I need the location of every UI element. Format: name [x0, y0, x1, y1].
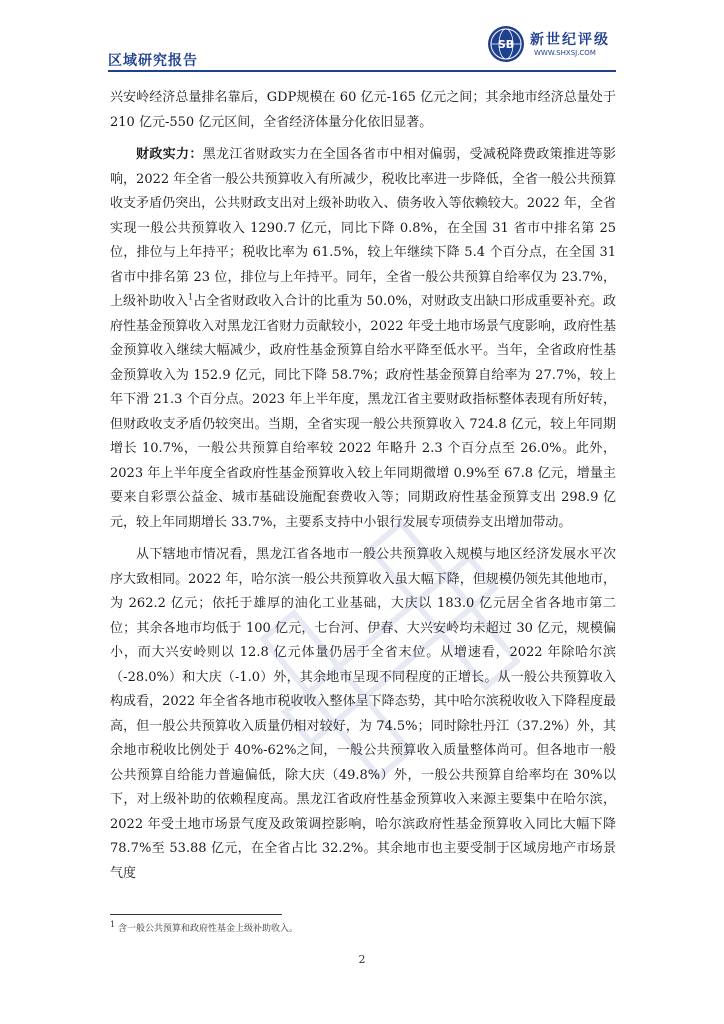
footnote: [110, 921, 298, 934]
page-header: [0, 0, 724, 78]
brand-name: 新世纪评级: [530, 32, 610, 48]
brand-website: WWW.SHXSJ.COM: [534, 49, 596, 57]
footnote-reference[interactable]: 1: [188, 292, 194, 302]
footnote-text: 含一般公共预算和政府性基金上级补助收入。: [117, 924, 298, 934]
page-number: 2: [358, 953, 366, 966]
fiscal-text-part1: 黑龙江省财政实力在全国各省市中相对偏弱，受减税降费政策推进等影响，2022 年全省一般公共预算收入有所减少，税收比率进一步降低，全省一般公共预算收支矛盾仍突出，公共财政支出对上级补助收入、债务收入等依赖较大。2022 年，全省实现一般公共预算收入 1290.7 亿元，同比下降 0.8%，在全国 31 省市中排名第 25 位，排位与上年持平；税收比率为 61.5%，较上年继续下降 5.4 个百分点，在全国 31 省市中排名第 23 位，排位与上年持平。同年，全省一般公共预算自给率仅为 23.7%，上级补助收入: [110, 147, 616, 309]
report-body: [110, 86, 616, 886]
svg-text:SB: SB: [497, 38, 515, 51]
paragraph-fiscal-strength: [110, 143, 616, 535]
fiscal-text-part2: 占全省财政收入合计的比重为 50.0%，对财政支出缺口形成重要补充。政府性基金预算收入对黑龙江省财力贡献较小，2022 年受土地市场景气度影响，政府性基金预算收入继续大幅减少，政府性基金预算自给水平降至低水平。当年，全省政府性基金预算收入为 152.9 亿元，同比下降 58.7%；政府性基金预算自给率为 27.7%，较上年下滑 21.3 个百分点。2023 年上半年度，黑龙江省主要财政指标整体表现有所好转，但财政收支矛盾仍较突出。当期，全省实现一般公共预算收入 724.8 亿元，较上年同期增长 10.7%，一般公共预算自给率较 2022 年略升 2.3 个百分点至 26.0%。此外，2023 年上半年度全省政府性基金预算收入较上年同期微增 0.9%至 67.8 亿元，增量主要来自彩票公益金、城市基础设施配套费收入等；同期政府性基金预算支出 298.9 亿元，较上年同期增长 33.7%，主要系支持中小银行发展专项债券支出增加带动。: [110, 294, 616, 530]
brand-logo: [486, 24, 618, 68]
paragraph-prefecture-analysis: 从下辖地市情况看，黑龙江省各地市一般公共预算收入规模与地区经济发展水平次序大致相同。2022 年，哈尔滨一般公共预算收入虽大幅下降，但规模仍领先其他地市，为 262.2 亿元；依托于雄厚的油化工业基础，大庆以 183.0 亿元居全省各地市第二位；其余各地市均低于 100 亿元，七台河、伊春、大兴安岭均未超过 30 亿元，规模偏小，而大兴安岭则以 12.8 亿元体量仍居于全省末位。从增速看，2022 年除哈尔滨（-28.0%）和大庆（-1.0）外，其余地市呈现不同程度的正增长。从一般公共预算收入构成看，2022 年全省各地市税收收入整体呈下降态势，其中哈尔滨税收收入下降程度最高，但一般公共预算收入质量仍相对较好，为 74.5%；同时除牡丹江（37.2%）外，其余地市税收比例处于 40%-62%之间，一般公共预算收入质量整体尚可。但各地市一般公共预算自给能力普遍偏低，除大庆（49.8%）外，一般公共预算自给率均在 30%以下，对上级补助的依赖程度高。黑龙江省政府性基金预算收入来源主要集中在哈尔滨，2022 年受土地市场景气度及政策调控影响，哈尔滨政府性基金预算收入同比大幅下降 78.7%至 53.88 亿元，在全省占比 32.2%。其余地市也主要受制于区域房地产市场景气度: [110, 547, 616, 881]
section-lead-fiscal: 财政实力：: [136, 147, 203, 162]
report-category-title: 区域研究报告: [108, 53, 198, 69]
globe-emblem-icon: [486, 24, 526, 64]
footnote-marker: 1: [110, 920, 116, 929]
paragraph-economy-continued: 兴安岭经济总量排名靠后，GDP规模在 60 亿元-165 亿元之间；其余地市经济总量处于 210 亿元-550 亿元区间，全省经济体量分化依旧显著。: [110, 90, 616, 130]
header-divider: [108, 70, 616, 72]
footnote-divider: [110, 914, 282, 915]
